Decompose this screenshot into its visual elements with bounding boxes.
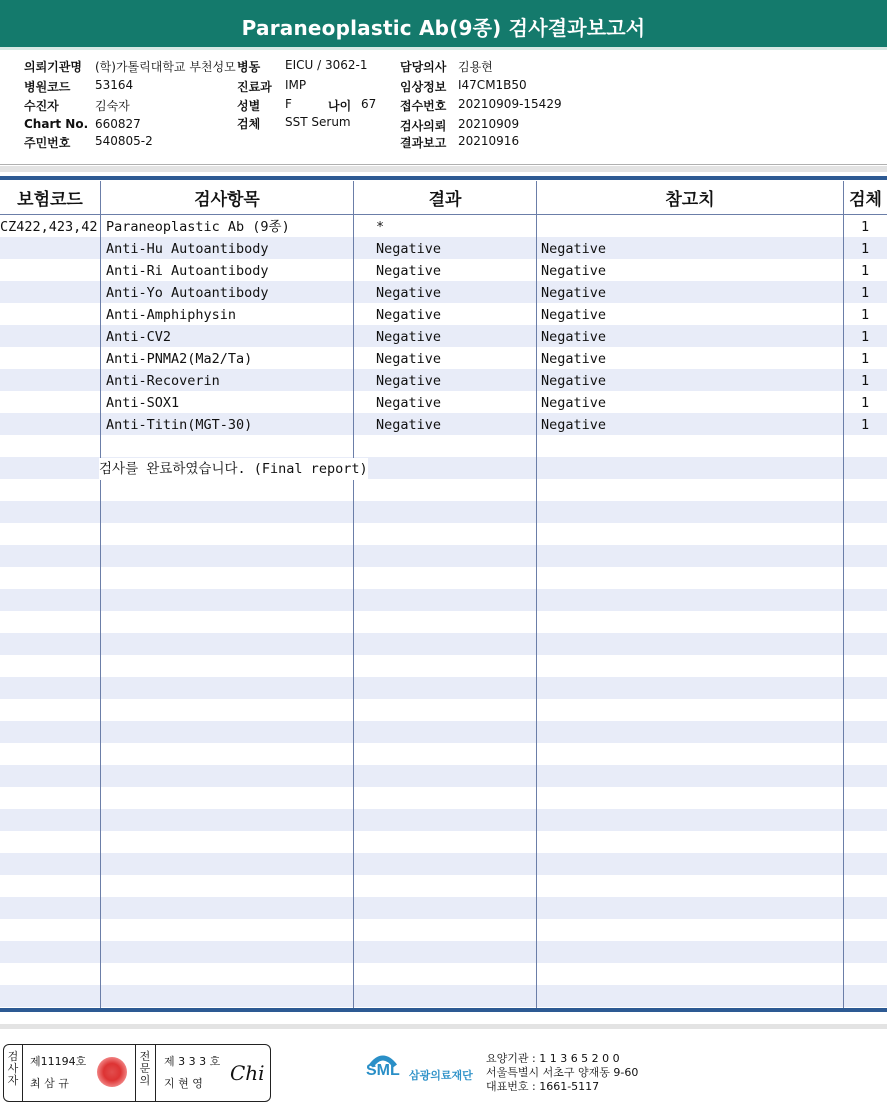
col-divider: [100, 181, 101, 1010]
cell-code: CZ422,423,42: [0, 219, 98, 235]
cell-result: Negative: [376, 417, 442, 433]
org-line-1: 요양기관 : 1 1 3 6 5 2 0 0: [486, 1052, 620, 1065]
examiner-name: 최 삼 규: [30, 1077, 69, 1090]
cell-specimen: 1: [861, 241, 870, 257]
cell-ref: Negative: [541, 351, 607, 367]
col-header-code: 보험코드: [17, 190, 83, 210]
row-stripe: [0, 501, 887, 523]
request-date: 20210909: [458, 117, 520, 131]
row-stripe: [0, 743, 887, 765]
cell-item: Anti-Yo Autoantibody: [106, 285, 269, 301]
cell-ref: Negative: [541, 417, 607, 433]
cell-specimen: 1: [861, 219, 870, 235]
label-receipt-no: 접수번호: [400, 99, 447, 113]
examiner-label: 검사자: [7, 1050, 19, 1087]
row-stripe: [0, 523, 887, 545]
cell-specimen: 1: [861, 417, 870, 433]
table-bottom-border: [0, 1008, 887, 1012]
row-stripe: [0, 897, 887, 919]
row-stripe: [0, 941, 887, 963]
cell-specimen: 1: [861, 307, 870, 323]
cell-specimen: 1: [861, 285, 870, 301]
divider: [0, 166, 887, 172]
row-stripe: [0, 809, 887, 831]
col-header-result: 결과: [428, 190, 462, 210]
results-table: [0, 181, 887, 1010]
row-stripe: [0, 633, 887, 655]
cell-result: Negative: [376, 285, 442, 301]
col-header-reference: 참고치: [665, 190, 715, 210]
label-patient-name: 수진자: [24, 99, 59, 113]
org-line-2: 서울특별시 서초구 양재동 9-60: [486, 1066, 639, 1079]
final-report-note: 검사를 완료하였습니다. (Final report): [99, 458, 368, 480]
signature: Chi: [230, 1061, 265, 1085]
cell-item: Anti-SOX1: [106, 395, 180, 411]
label-hospital-code: 병원코드: [24, 80, 71, 94]
label-request-date: 검사의뢰: [400, 119, 447, 133]
sml-logo: [363, 1050, 473, 1094]
cell-item: Anti-Titin(MGT-30): [106, 417, 253, 433]
cell-ref: Negative: [541, 285, 607, 301]
cell-ref: Negative: [541, 395, 607, 411]
row-stripe: [0, 831, 887, 853]
cell-specimen: 1: [861, 329, 870, 345]
label-department: 진료과: [237, 80, 272, 94]
age: 67: [361, 97, 377, 111]
cell-result: Negative: [376, 395, 442, 411]
row-stripe: [0, 677, 887, 699]
col-header-specimen: 검체: [849, 190, 882, 210]
label-clinical-info: 임상정보: [400, 80, 447, 94]
row-stripe: [0, 787, 887, 809]
cell-specimen: 1: [861, 263, 870, 279]
cell-result: Negative: [376, 307, 442, 323]
row-stripe: [0, 765, 887, 787]
cell-result: Negative: [376, 241, 442, 257]
physician: 김용현: [458, 60, 493, 74]
cell-item: Anti-Recoverin: [106, 373, 220, 389]
label-resident-no: 주민번호: [24, 136, 71, 150]
report-title-bar: [0, 0, 887, 50]
cell-item: Anti-CV2: [106, 329, 172, 345]
clinical-info: I47CM1B50: [458, 78, 527, 92]
chart-no: 660827: [95, 117, 141, 131]
label-requesting-institution: 의뢰기관명: [24, 60, 82, 74]
cell-item: Anti-Ri Autoantibody: [106, 263, 269, 279]
examiner-license-no: 제11194호: [30, 1055, 87, 1068]
receipt-no: 20210909-15429: [458, 97, 562, 111]
row-stripe: [0, 963, 887, 985]
cell-specimen: 1: [861, 351, 870, 367]
cell-result: *: [376, 219, 385, 235]
row-stripe: [0, 611, 887, 633]
logo-name: 삼광의료재단: [409, 1069, 473, 1082]
table-top-border: [0, 176, 887, 180]
cell-item: Anti-Amphiphysin: [106, 307, 237, 323]
report-date: 20210916: [458, 134, 520, 148]
cell-item: Anti-Hu Autoantibody: [106, 241, 269, 257]
specialist-label: 전문의: [139, 1050, 151, 1087]
label-age: 나이: [328, 99, 352, 113]
specialist-name: 지 현 영: [164, 1077, 203, 1090]
label-chart-no: Chart No.: [24, 117, 89, 131]
patient-name: 김숙자: [95, 99, 130, 113]
row-stripe: [0, 567, 887, 589]
row-stripe: [0, 853, 887, 875]
signature-box: [3, 1044, 271, 1102]
cell-result: Negative: [376, 351, 442, 367]
cell-ref: Negative: [541, 307, 607, 323]
seal-stamp: [97, 1057, 127, 1087]
ward: EICU / 3062-1: [285, 58, 368, 72]
cell-result: Negative: [376, 263, 442, 279]
cell-result: Negative: [376, 329, 442, 345]
label-report-date: 결과보고: [400, 136, 447, 150]
row-stripe: [0, 589, 887, 611]
hospital-code: 53164: [95, 78, 134, 92]
label-specimen: 검체: [237, 117, 261, 131]
label-physician: 담당의사: [400, 60, 447, 74]
label-ward: 병동: [237, 60, 261, 74]
specimen: SST Serum: [285, 115, 351, 129]
row-stripe: [0, 875, 887, 897]
row-stripe: [0, 479, 887, 501]
sex: F: [285, 97, 292, 111]
row-stripe: [0, 655, 887, 677]
col-divider: [536, 181, 537, 1010]
cell-result: Negative: [376, 373, 442, 389]
cell-ref: Negative: [541, 263, 607, 279]
col-header-item: 검사항목: [194, 190, 260, 210]
org-info: [486, 1052, 638, 1094]
row-stripe: [0, 985, 887, 1007]
row-stripe: [0, 435, 887, 457]
report-title: Paraneoplastic Ab(9종) 검사결과보고서: [241, 16, 646, 40]
cell-item: Paraneoplastic Ab (9종): [106, 219, 290, 235]
cell-item: Anti-PNMA2(Ma2/Ta): [106, 351, 253, 367]
cell-specimen: 1: [861, 395, 870, 411]
row-stripe: [0, 545, 887, 567]
cell-specimen: 1: [861, 373, 870, 389]
resident-no: 540805-2: [95, 134, 153, 148]
department: IMP: [285, 78, 307, 92]
patient-info: [0, 50, 887, 160]
logo-abbr: SML: [366, 1062, 400, 1079]
divider: [0, 1024, 887, 1029]
cell-ref: Negative: [541, 329, 607, 345]
requesting-institution: (학)가톨릭대학교 부천성모: [95, 60, 236, 74]
col-divider: [843, 181, 844, 1010]
col-divider: [353, 181, 354, 1010]
specialist-license-no: 제 3 3 3 호: [164, 1055, 221, 1068]
row-stripe: [0, 699, 887, 721]
cell-ref: Negative: [541, 373, 607, 389]
row-stripe: [0, 919, 887, 941]
org-line-3: 대표번호 : 1661-5117: [486, 1080, 600, 1093]
divider: [0, 164, 887, 165]
row-stripe: [0, 721, 887, 743]
cell-ref: Negative: [541, 241, 607, 257]
label-sex: 성별: [237, 99, 261, 113]
